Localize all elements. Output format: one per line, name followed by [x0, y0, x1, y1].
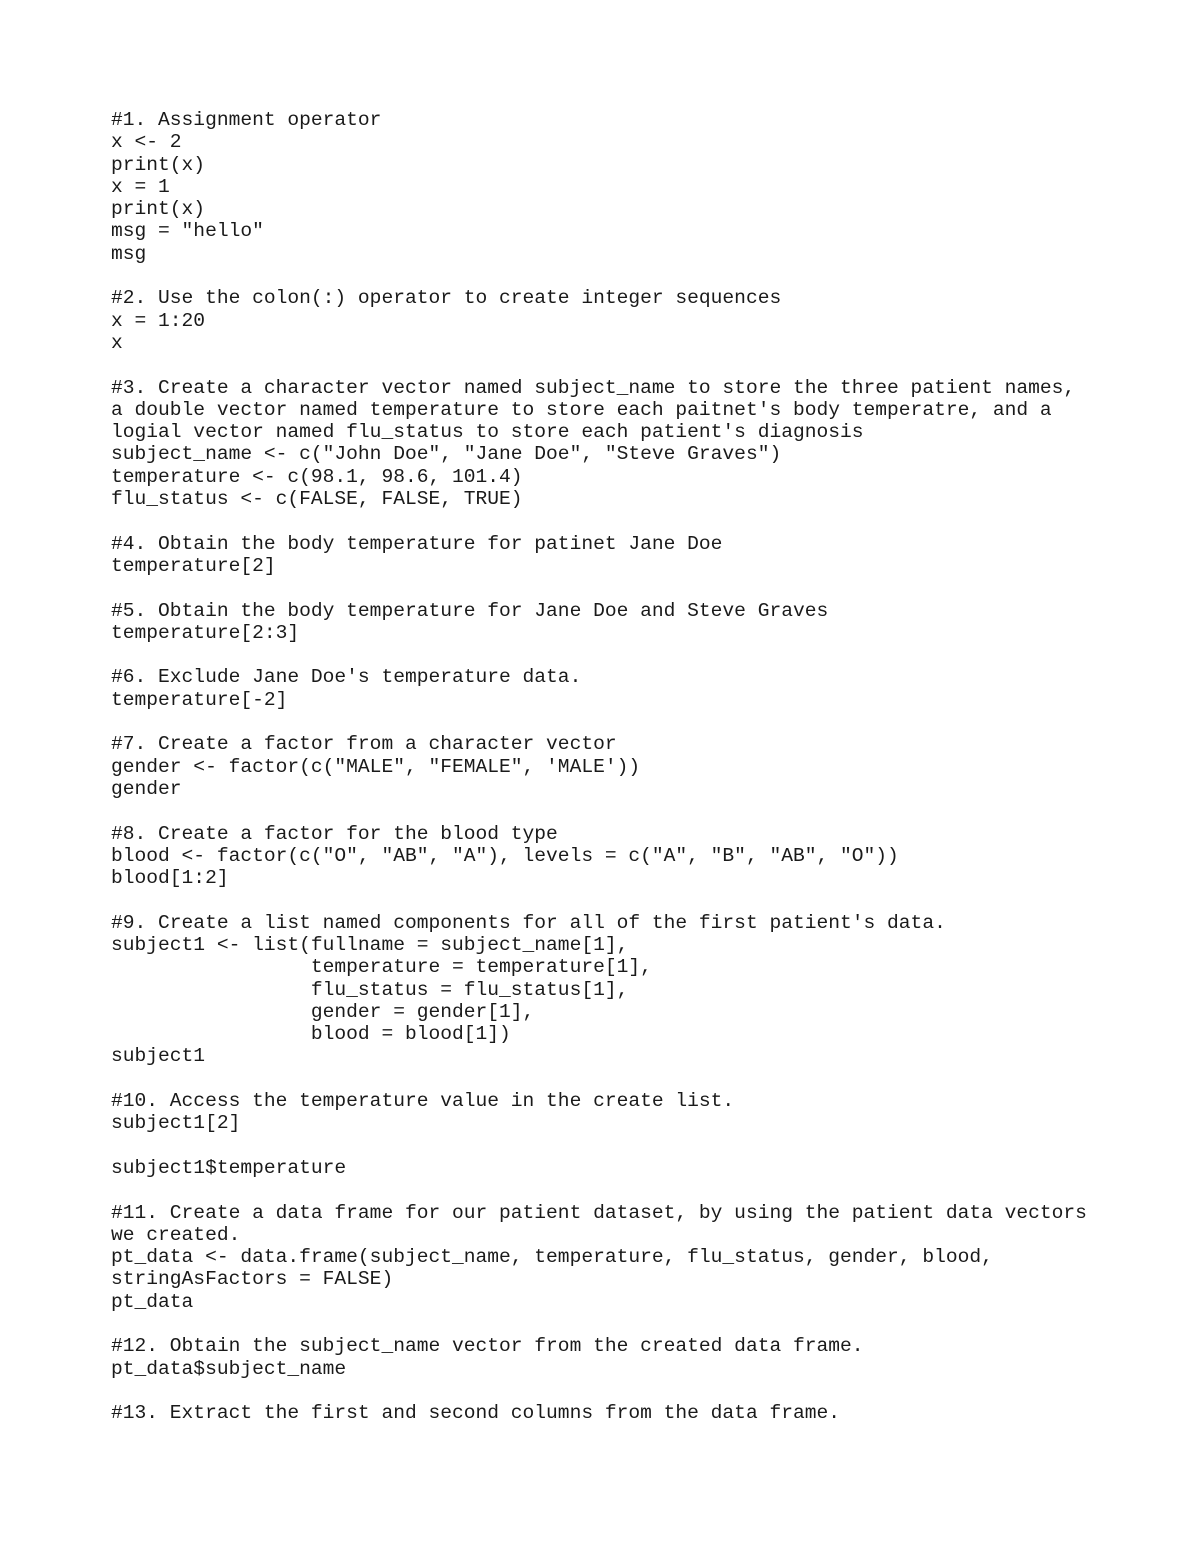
code-line: a double vector named temperature to store each paitnet's body temperatre, and a: [111, 398, 1052, 421]
code-line: we created.: [111, 1223, 241, 1246]
blank-line: [111, 265, 1087, 287]
comment-line: #12. Obtain the subject_name vector from the created data frame.: [111, 1335, 864, 1358]
blank-line: [111, 889, 1087, 911]
code-line: blood = blood[1]): [111, 1023, 511, 1046]
code-line: pt_data <- data.frame(subject_name, temperature, flu_status, gender, blood,: [111, 1246, 993, 1269]
code-line: blood[1:2]: [111, 867, 229, 890]
blank-line: [111, 1380, 1087, 1402]
code-line: pt_data: [111, 1290, 194, 1313]
blank-line: [111, 711, 1087, 733]
code-line: subject1$temperature: [111, 1156, 347, 1179]
code-line: gender = gender[1],: [111, 1000, 535, 1023]
code-document: [111, 109, 1087, 1425]
code-line: temperature[-2]: [111, 688, 288, 711]
code-line: x = 1:20: [111, 309, 206, 332]
code-line: logial vector named flu_status to store each patient's diagnosis: [111, 421, 864, 444]
code-line: temperature = temperature[1],: [111, 956, 652, 979]
code-line: pt_data$subject_name: [111, 1357, 347, 1380]
code-line: subject_name <- c("John Doe", "Jane Doe", "Steve Graves"): [111, 443, 782, 466]
code-line: x <- 2: [111, 131, 182, 154]
code-line: blood <- factor(c("O", "AB", "A"), levels = c("A", "B", "AB", "O")): [111, 844, 899, 867]
blank-line: [111, 1068, 1087, 1090]
blank-line: [111, 1179, 1087, 1201]
code-line: temperature[2:3]: [111, 621, 300, 644]
blank-line: [111, 1135, 1087, 1157]
comment-line: #8. Create a factor for the blood type: [111, 822, 558, 845]
blank-line: [111, 800, 1087, 822]
code-line: flu_status <- c(FALSE, FALSE, TRUE): [111, 488, 523, 511]
comment-line: #10. Access the temperature value in the create list.: [111, 1090, 735, 1113]
comment-line: #4. Obtain the body temperature for patinet Jane Doe: [111, 532, 723, 555]
code-line: temperature <- c(98.1, 98.6, 101.4): [111, 465, 523, 488]
code-line: flu_status = flu_status[1],: [111, 978, 629, 1001]
blank-line: [111, 577, 1087, 599]
blank-line: [111, 1313, 1087, 1335]
code-line: x = 1: [111, 175, 170, 198]
code-line: temperature[2]: [111, 554, 276, 577]
code-line: print(x): [111, 153, 206, 176]
code-line: msg = "hello": [111, 220, 264, 243]
code-line: subject1 <- list(fullname = subject_name[1],: [111, 933, 629, 956]
code-line: subject1[2]: [111, 1112, 241, 1135]
blank-line: [111, 354, 1087, 376]
comment-line: #13. Extract the first and second columns from the data frame.: [111, 1402, 841, 1425]
code-line: msg: [111, 242, 147, 265]
comment-line: #9. Create a list named components for all of the first patient's data.: [111, 911, 946, 934]
comment-line: #7. Create a factor from a character vector: [111, 733, 617, 756]
code-line: print(x): [111, 198, 206, 221]
comment-line: #3. Create a character vector named subject_name to store the three patient names,: [111, 376, 1076, 399]
code-line: gender <- factor(c("MALE", "FEMALE", 'MALE')): [111, 755, 641, 778]
comment-line: #5. Obtain the body temperature for Jane Doe and Steve Graves: [111, 599, 829, 622]
code-line: gender: [111, 777, 182, 800]
comment-line: #6. Exclude Jane Doe's temperature data.: [111, 666, 582, 689]
code-line: subject1: [111, 1045, 206, 1068]
code-line: x: [111, 331, 123, 354]
blank-line: [111, 510, 1087, 532]
comment-line: #11. Create a data frame for our patient dataset, by using the patient data vectors: [111, 1201, 1087, 1224]
blank-line: [111, 644, 1087, 666]
comment-line: #1. Assignment operator: [111, 109, 382, 131]
comment-line: #2. Use the colon(:) operator to create integer sequences: [111, 287, 782, 310]
code-line: stringAsFactors = FALSE): [111, 1268, 394, 1291]
